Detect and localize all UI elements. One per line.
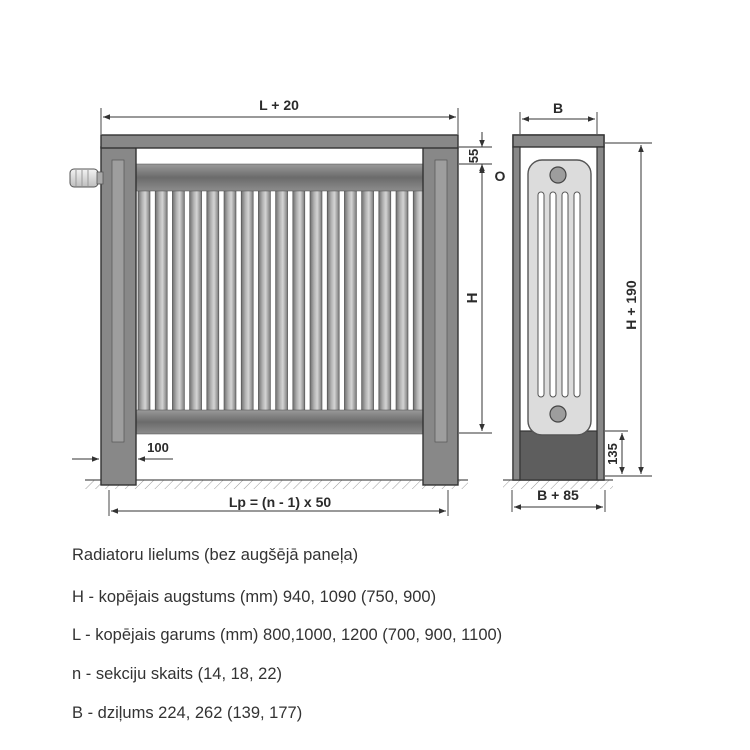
base-width-label: B + 85 [537,487,579,503]
side-top-panel [513,135,604,147]
dimension-total-height [605,143,652,476]
radiator-column [138,166,150,432]
spec-line-height: H - kopējais augstums (mm) 940, 1090 (750, 900) [72,588,437,606]
radiator-column [190,166,202,432]
radiator-sections [131,164,447,434]
bottom-length-label: Lp = (n - 1) x 50 [228,494,332,510]
right-pipe [435,160,447,442]
spec-line-length: L - kopējais garums (mm) 800,1000, 1200 (700, 900, 1100) [72,626,503,644]
side-column-slot [562,192,568,397]
dimension-height [459,166,492,433]
foot-label: 100 [147,440,169,455]
front-view [70,97,492,516]
radiator-column [276,166,288,432]
top-offset-label: 55 [466,148,481,164]
dimension-top-width [101,97,458,134]
reference-label: O [494,168,506,184]
dimension-base-height [605,431,628,474]
spec-line-sections: n - sekciju skaits (14, 18, 22) [72,665,283,683]
specs-heading: Radiatoru lielums (bez augšējā paneļa) [72,546,359,564]
spec-line-depth: B - dziļums 224, 262 (139, 177) [72,704,303,722]
radiator-column [379,166,391,432]
base-height-label: 135 [605,443,620,465]
side-view [495,100,652,512]
radiator-column [396,166,408,432]
radiator-column [362,166,374,432]
dimension-top-offset [459,132,492,180]
upper-collector-bar [131,164,447,191]
radiator-section-side [528,160,591,435]
radiator-column [310,166,322,432]
radiator-column [241,166,253,432]
side-column-slot [538,192,544,397]
radiator-column [293,166,305,432]
radiator-column [172,166,184,432]
upper-port-icon [550,167,566,183]
radiator-column [155,166,167,432]
top-width-label: L + 20 [259,97,299,113]
side-left-wall [513,147,520,480]
side-column-slot [574,192,580,397]
total-height-label: H + 190 [623,280,639,330]
side-column-slot [550,192,556,397]
radiator-column [344,166,356,432]
side-base-block [520,431,597,480]
lower-port-icon [550,406,566,422]
radiator-column [258,166,270,432]
depth-label: B [552,100,564,116]
lower-collector-bar [131,410,447,434]
front-floor [85,480,468,489]
side-right-wall [597,147,604,480]
thermostat-valve-icon [70,169,103,187]
dimension-depth [520,100,597,134]
dimension-bottom-length [109,490,448,516]
top-panel [101,135,458,148]
radiator-column [207,166,219,432]
dimension-base-width [512,487,605,512]
left-pipe [112,160,124,442]
radiator-column [327,166,339,432]
height-label: H [464,292,481,304]
radiator-column [224,166,236,432]
